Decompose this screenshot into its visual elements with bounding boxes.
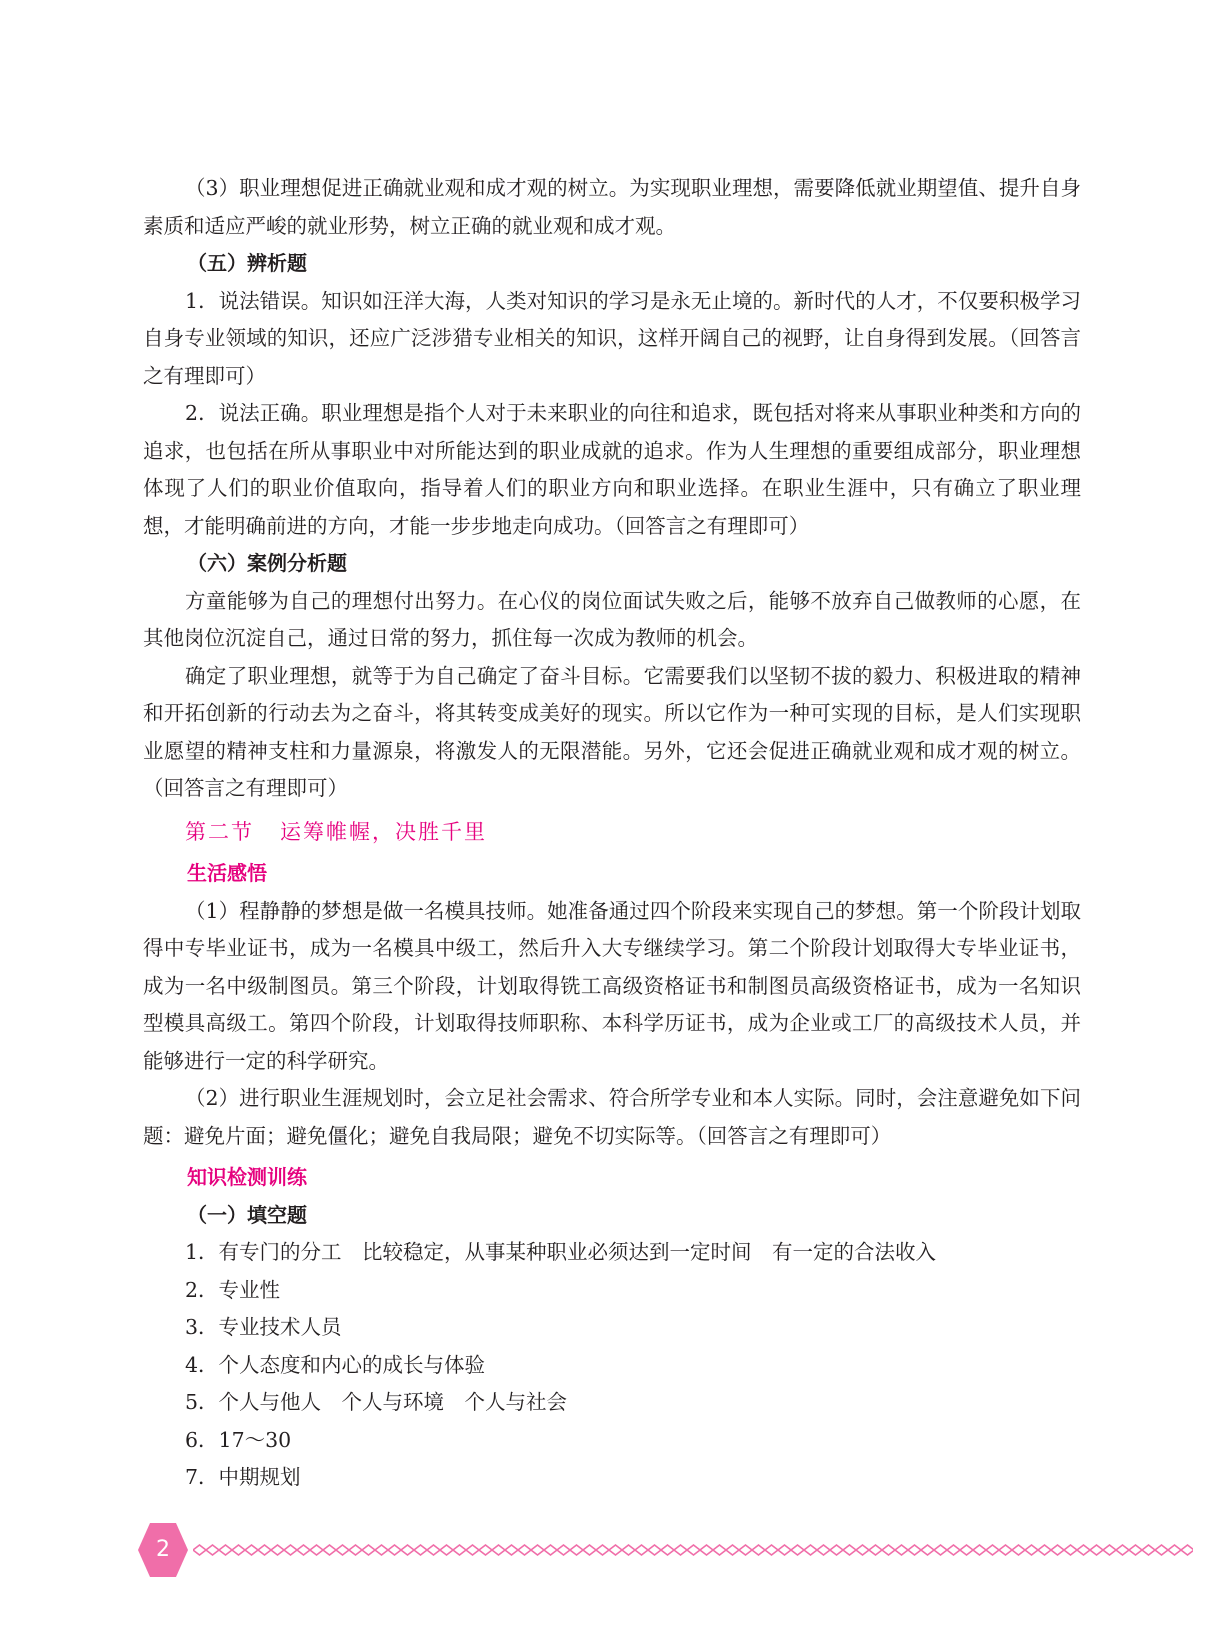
chain-link bbox=[804, 1545, 817, 1555]
chain-link bbox=[557, 1545, 570, 1555]
chain-link bbox=[440, 1545, 453, 1555]
chain-link bbox=[752, 1545, 765, 1555]
answer-item: 5．个人与他人 个人与环境 个人与社会 bbox=[185, 1390, 568, 1414]
chain-link bbox=[583, 1545, 596, 1555]
chain-link bbox=[401, 1545, 414, 1555]
chain-link bbox=[1090, 1545, 1103, 1555]
chain-link bbox=[1129, 1545, 1142, 1555]
chain-link bbox=[856, 1545, 869, 1555]
answer-item: 3．专业技术人员 bbox=[185, 1315, 342, 1339]
chain-link bbox=[778, 1545, 791, 1555]
chain-link bbox=[791, 1545, 804, 1555]
page-number-badge bbox=[137, 1522, 189, 1578]
chain-link bbox=[466, 1545, 479, 1555]
chain-link bbox=[609, 1545, 622, 1555]
answer-item: 1．有专门的分工 比较稳定，从事某种职业必须达到一定时间 有一定的合法收入 bbox=[185, 1240, 937, 1264]
chain-link bbox=[349, 1545, 362, 1555]
chain-link bbox=[258, 1545, 271, 1555]
chain-link bbox=[232, 1545, 245, 1555]
chain-link bbox=[1038, 1545, 1051, 1555]
chain-link bbox=[921, 1545, 934, 1555]
chain-link bbox=[531, 1545, 544, 1555]
decorative-chain-line bbox=[193, 1542, 1193, 1558]
chain-link bbox=[375, 1545, 388, 1555]
chain-link bbox=[869, 1545, 882, 1555]
chain-link bbox=[596, 1545, 609, 1555]
chain-link bbox=[674, 1545, 687, 1555]
answer-item: 4．个人态度和内心的成长与体验 bbox=[185, 1352, 486, 1377]
chain-link bbox=[453, 1545, 466, 1555]
chain-link bbox=[700, 1545, 713, 1555]
chain-link bbox=[830, 1545, 843, 1555]
page-content bbox=[143, 170, 1081, 1497]
chain-link bbox=[843, 1545, 856, 1555]
chain-link bbox=[713, 1545, 726, 1555]
section-number: 第二节 bbox=[185, 819, 254, 844]
chain-link bbox=[323, 1545, 336, 1555]
paragraph: （1）程静静的梦想是做一名模具技师。她准备通过四个阶段来实现自己的梦想。第一个阶段计划取得中专毕业证书，成为一名模具中级工，然后升入大专继续学习。第二个阶段计划取得大专毕业证书，成为一名中级制图员。第三个阶段，计划取得铣工高级资格证书和制图员高级资格证书，成为一名知识型模具高级工。第四个阶段，计划取得技师职称、本科学历证书，成为企业或工厂的高级技术人员，并能够进行一定的科学研究。 bbox=[143, 898, 1081, 1073]
chain-link bbox=[388, 1545, 401, 1555]
chain-link bbox=[986, 1545, 999, 1555]
chain-link bbox=[973, 1545, 986, 1555]
chain-link bbox=[492, 1545, 505, 1555]
chain-link bbox=[570, 1545, 583, 1555]
page-number: 2 bbox=[156, 1537, 170, 1562]
chain-link bbox=[518, 1545, 531, 1555]
chain-link bbox=[882, 1545, 895, 1555]
chain-link bbox=[1168, 1545, 1181, 1555]
chain-link bbox=[1103, 1545, 1116, 1555]
chain-link bbox=[1116, 1545, 1129, 1555]
chain-link bbox=[362, 1545, 375, 1555]
chain-link bbox=[1051, 1545, 1064, 1555]
chain-link bbox=[661, 1545, 674, 1555]
chain-link bbox=[739, 1545, 752, 1555]
chain-link bbox=[765, 1545, 778, 1555]
chain-link bbox=[479, 1545, 492, 1555]
chain-link bbox=[505, 1545, 518, 1555]
chain-link bbox=[1025, 1545, 1038, 1555]
section-title bbox=[143, 814, 1081, 852]
chain-link bbox=[310, 1545, 323, 1555]
chain-link bbox=[817, 1545, 830, 1555]
heading-knowledge-drill: 知识检测训练 bbox=[187, 1165, 307, 1189]
paragraph: （2）进行职业生涯规划时，会立足社会需求、符合所学专业和本人实际。同时，会注意避免如下问题：避免片面；避免僵化；避免自我局限；避免不切实际等。（回答言之有理即可） bbox=[143, 1086, 1081, 1148]
chain-link bbox=[1012, 1545, 1025, 1555]
chain-link bbox=[271, 1545, 284, 1555]
paragraph: 确定了职业理想，就等于为自己确定了奋斗目标。它需要我们以坚韧不拔的毅力、积极进取的精神和开拓创新的行动去为之奋斗，将其转变成美好的现实。所以它作为一种可实现的目标，是人们实现职业愿望的精神支柱和力量源泉，将激发人的无限潜能。另外，它还会促进正确就业观和成才观的树立。（回答言之有理即可） bbox=[143, 663, 1081, 800]
answer-item: 7．中期规划 bbox=[185, 1465, 301, 1489]
chain-link bbox=[908, 1545, 921, 1555]
chain-link bbox=[219, 1545, 232, 1555]
chain-link bbox=[1077, 1545, 1090, 1555]
section-name: 运筹帷幄，决胜千里 bbox=[280, 819, 487, 844]
answer-item: 6．17～30 bbox=[185, 1427, 292, 1452]
chain-link bbox=[622, 1545, 635, 1555]
chain-link bbox=[635, 1545, 648, 1555]
chain-link bbox=[284, 1545, 297, 1555]
chain-link bbox=[895, 1545, 908, 1555]
chain-link bbox=[934, 1545, 947, 1555]
chain-link bbox=[687, 1545, 700, 1555]
chain-link bbox=[414, 1545, 427, 1555]
subheading-case-analysis: （六）案例分析题 bbox=[187, 551, 347, 575]
chain-link bbox=[726, 1545, 739, 1555]
chain-link bbox=[1064, 1545, 1077, 1555]
chain-link bbox=[206, 1545, 219, 1555]
chain-link bbox=[544, 1545, 557, 1555]
chain-link bbox=[1142, 1545, 1155, 1555]
chain-link bbox=[648, 1545, 661, 1555]
chain-link bbox=[1155, 1545, 1168, 1555]
chain-link bbox=[336, 1545, 349, 1555]
paragraph: （3）职业理想促进正确就业观和成才观的树立。为实现职业理想，需要降低就业期望值、提升自身素质和适应严峻的就业形势，树立正确的就业观和成才观。 bbox=[143, 176, 1081, 238]
answer-item: 2．专业性 bbox=[185, 1277, 281, 1302]
chain-link bbox=[427, 1545, 440, 1555]
chain-link bbox=[193, 1545, 206, 1555]
chain-link bbox=[947, 1545, 960, 1555]
subheading-fill-in: （一）填空题 bbox=[187, 1202, 307, 1227]
heading-life-insight: 生活感悟 bbox=[187, 861, 267, 885]
paragraph: 2．说法正确。职业理想是指个人对于未来职业的向往和追求，既包括对将来从事职业种类和方向的追求，也包括在所从事职业中对所能达到的职业成就的追求。作为人生理想的重要组成部分，职业理想体现了人们的职业价值取向，指导着人们的职业方向和职业选择。在职业生涯中，只有确立了职业理想，才能明确前进的方向，才能一步步地走向成功。（回答言之有理即可） bbox=[143, 401, 1081, 538]
chain-link bbox=[960, 1545, 973, 1555]
subheading-discrimination: （五）辨析题 bbox=[187, 251, 307, 275]
chain-link bbox=[245, 1545, 258, 1555]
chain-link bbox=[297, 1545, 310, 1555]
paragraph: 1．说法错误。知识如汪洋大海，人类对知识的学习是永无止境的。新时代的人才，不仅要积极学习自身专业领域的知识，还应广泛涉猎专业相关的知识，这样开阔自己的视野，让自身得到发展。（回答言之有理即可） bbox=[143, 288, 1081, 388]
chain-link bbox=[1181, 1545, 1193, 1555]
chain-link bbox=[999, 1545, 1012, 1555]
page-footer bbox=[137, 1522, 1197, 1578]
paragraph: 方童能够为自己的理想付出努力。在心仪的岗位面试失败之后，能够不放弃自己做教师的心愿，在其他岗位沉淀自己，通过日常的努力，抓住每一次成为教师的机会。 bbox=[143, 588, 1081, 650]
